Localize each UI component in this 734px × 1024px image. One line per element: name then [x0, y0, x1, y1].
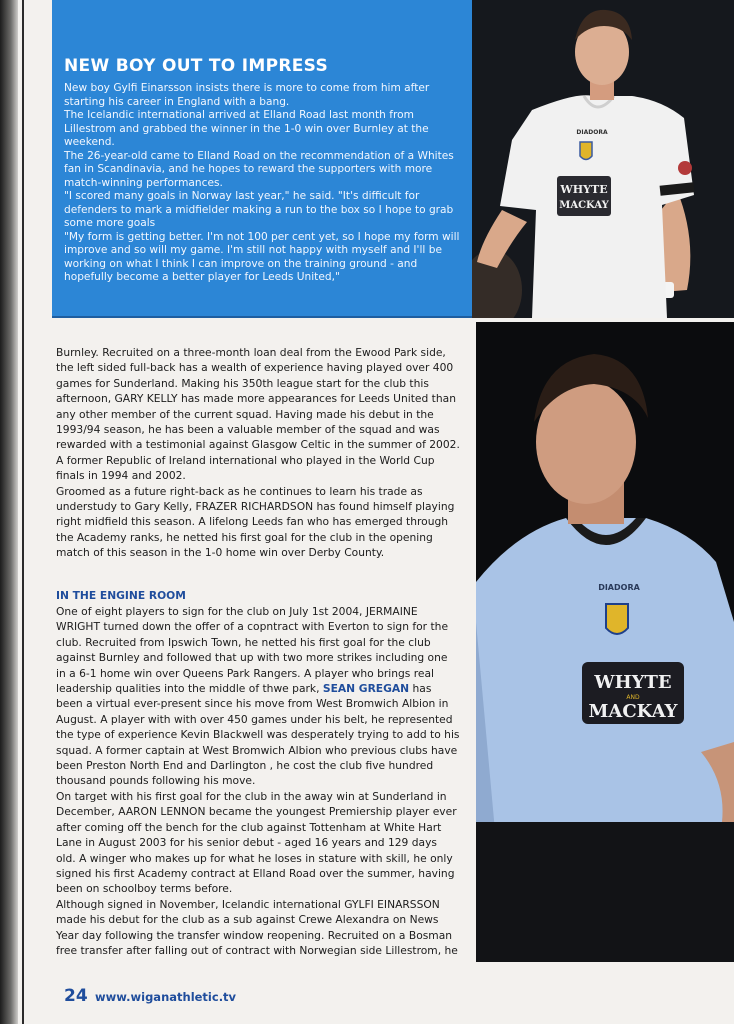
- top-sponsor-line-1: WHYTE: [560, 183, 608, 196]
- player-photo-top: [472, 0, 734, 318]
- article-paragraph: On target with his first goal for the club in the away win at Sunderland in December, AARON LENNON became the youngest Premiership player ever after coming off the bench for the club against Tottenham at White Hart Lane in August 2003 for his senior debut - aged 16 years and 129 days old. A winger who makes up for what he loses in stature with skill, he only signed his first Academy contract at Elland Road over the summer, having been on schoolboy terms before.: [56, 789, 457, 896]
- page-edge-shadow: [0, 0, 18, 1024]
- article-column-top: [56, 345, 460, 561]
- bottom-sponsor-and: AND: [626, 694, 640, 701]
- article-text: has been a virtual ever-present since his move from West Bromwich Albion in August. A player with with over 450 games under his belt, he represented the type of experience Kevin Blackwell was desperately trying to add to his squad. A former captain at West Bromwich Albion who previous clubs have been Preston North End and Darlington , he cost the club five hundred thousand pounds following his move.: [56, 682, 460, 788]
- bottom-sponsor-line-2: MACKAY: [588, 701, 678, 722]
- top-sponsor-line-2: MACKAY: [559, 200, 609, 211]
- player-photo-bottom: [476, 322, 734, 962]
- bottom-shirt-brand: DIADORA: [598, 583, 640, 592]
- feature-paragraph: New boy Gylfi Einarsson insists there is more to come from him after starting his career in England with a bang.: [64, 82, 430, 108]
- article-paragraph: Although signed in November, Icelandic international GYLFI EINARSSON made his debut for the club as a sub against Crewe Alexandra on News Year day following the transfer window reopening. Recruited on a Bosman free transfer after falling out of contract with Norwegian side Lillestrom, he: [56, 897, 458, 957]
- article-paragraph: [56, 604, 460, 789]
- feature-paragraph: "I scored many goals in Norway last year," he said. "It's difficult for defenders to mark a midfielder making a run to the box so I hope to grab some more goals: [64, 190, 454, 229]
- player-white-kit-illustration: [472, 0, 734, 318]
- feature-paragraph: The Icelandic international arrived at Elland Road last month from Lillestrom and grabbed the winner in the 1-0 win over Burnley at the weekend.: [64, 109, 429, 148]
- article-column-bottom: [56, 604, 460, 958]
- feature-title: NEW BOY OUT TO IMPRESS: [64, 56, 329, 76]
- feature-box: [52, 0, 472, 318]
- website-link[interactable]: www.wiganathletic.tv: [95, 990, 237, 1004]
- article-paragraph: Burnley. Recruited on a three-month loan deal from the Ewood Park side, the left sided full-back has a wealth of experience having played over 400 games for Sunderland. Making his 350th league start for the club this afternoon, GARY KELLY has made more appearances for Leeds United than any other member of the current squad. Having made his debut in the 1993/94 season, he has been a valuable member of the squad and was rewarded with a testimonial against Glasgow Celtic in the summer of 2002. A former Republic of Ireland international who played in the World Cup finals in 1994 and 2002.: [56, 346, 460, 483]
- binding-line: [22, 0, 24, 1024]
- player-blue-kit-illustration: [476, 322, 734, 962]
- article-paragraph: Groomed as a future right-back as he continues to learn his trade as understudy to Gary Kelly, FRAZER RICHARDSON has found himself playing right midfield this season. A lifelong Leeds fan who has emerged through the Academy ranks, he netted his first goal for the club in the opening match of this season in the 1-0 home win over Derby County.: [56, 484, 455, 560]
- top-shirt-brand: DIADORA: [576, 129, 608, 136]
- bottom-sponsor-line-1: WHYTE: [594, 672, 672, 693]
- page-number: 24: [64, 986, 88, 1006]
- feature-paragraph: "My form is getting better. I'm not 100 per cent yet, so I hope my form will improve and so will my game. I'm still not happy with myself and I'll be working on what I think I can improve on the training ground - and hopefully become a better player for Leeds United,": [64, 230, 460, 283]
- highlighted-name: SEAN GREGAN: [322, 682, 410, 696]
- feature-paragraph: The 26-year-old came to Elland Road on the recommendation of a Whites fan in Scandinavia, and he hopes to reward the supporters with more match-winning performances.: [64, 149, 454, 189]
- article-text: One of eight players to sign for the club on July 1st 2004, JERMAINE WRIGHT turned down the offer of a copntract with Everton to sign for the club. Recruited from Ipswich Town, he netted his first goal for the club against Burnley and followed that up with two more strikes including one in a 6-1 home win over Queens Park Rangers. A player who brings real leadership qualities into the middle of thwe park,: [56, 605, 449, 696]
- section-heading: IN THE ENGINE ROOM: [56, 589, 186, 602]
